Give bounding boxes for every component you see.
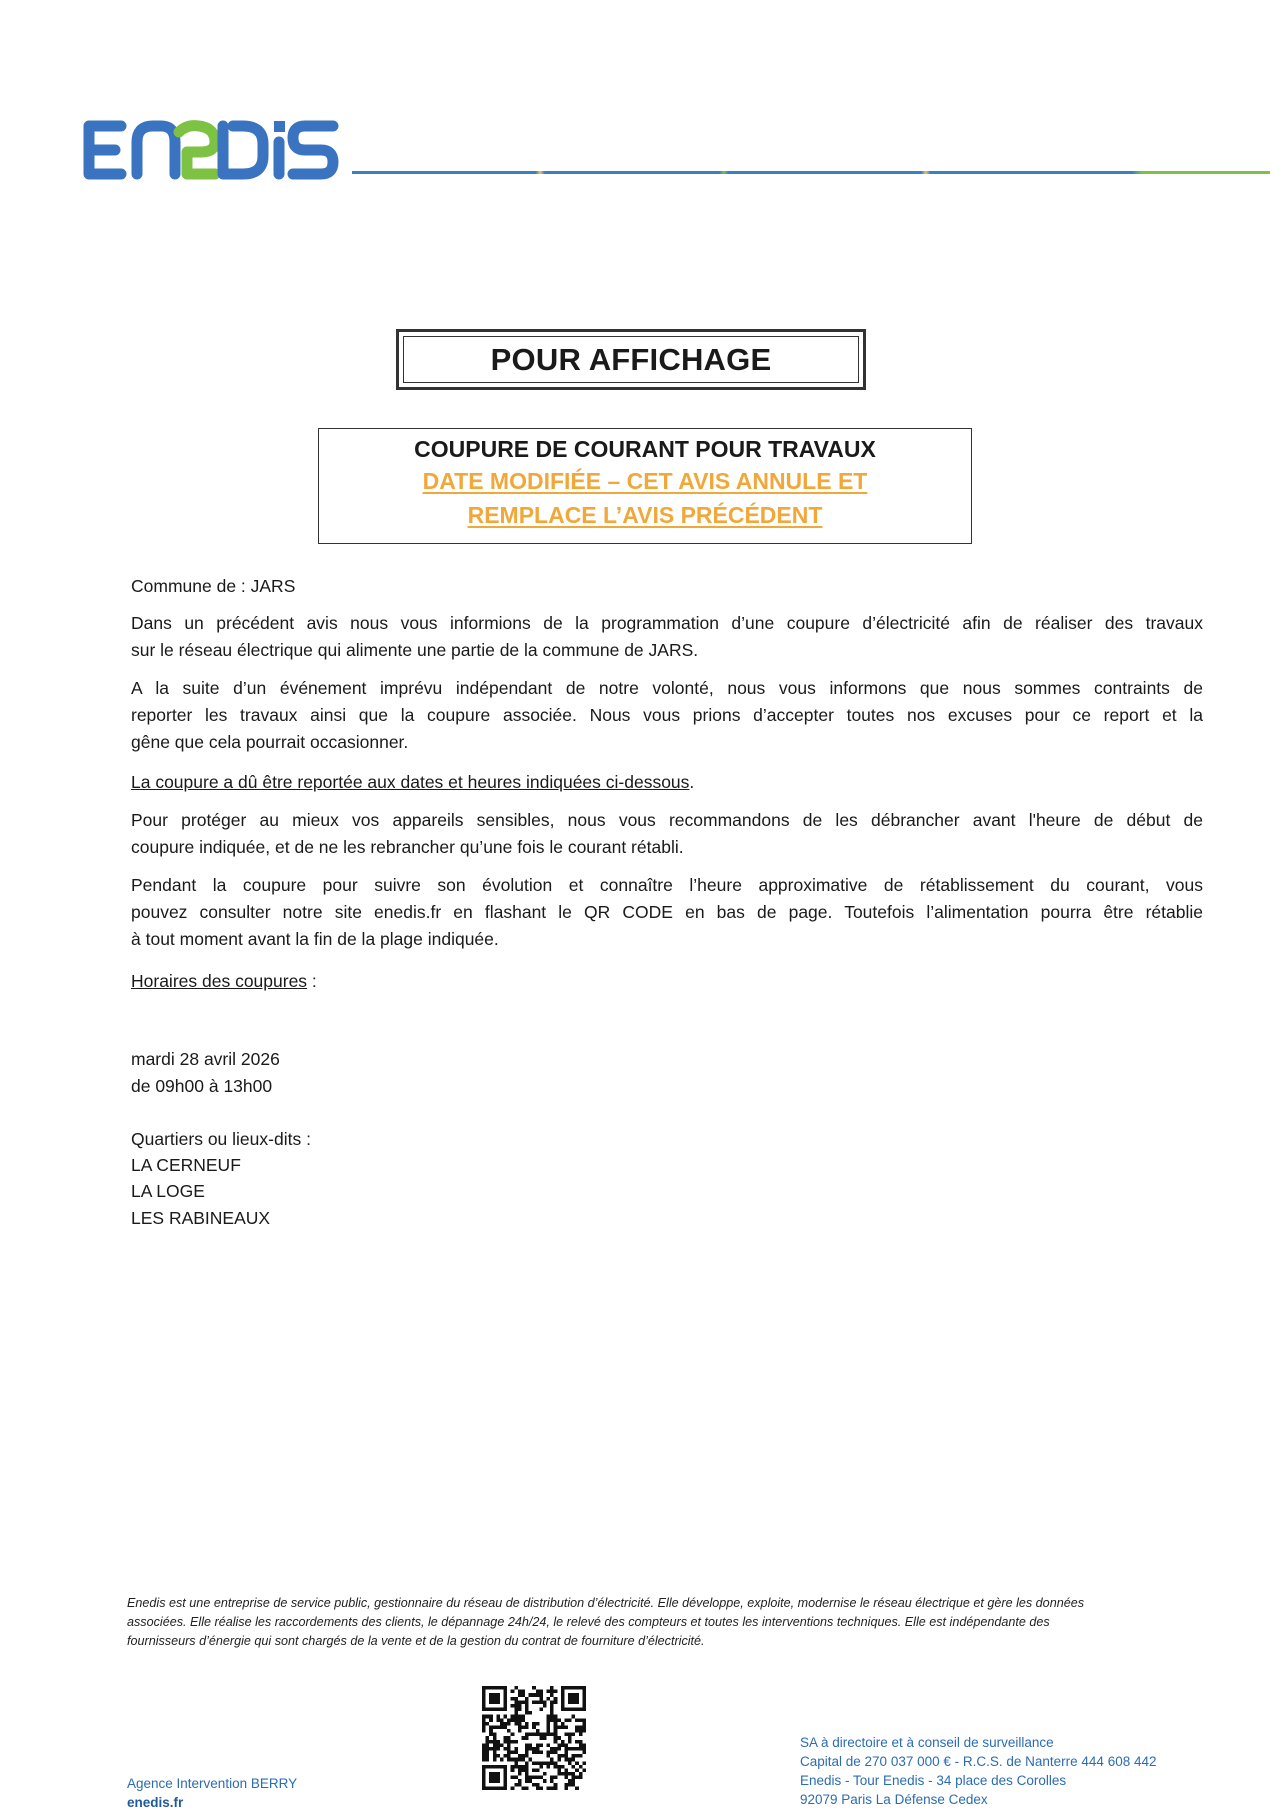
para1-line: sur le réseau électrique qui alimente une partie de la commune de JARS. bbox=[131, 640, 699, 660]
notice-modified-line2: REMPLACE L’AVIS PRÉCÉDENT bbox=[467, 502, 823, 528]
agency-block bbox=[127, 1774, 297, 1812]
para2-line: reporter les travaux ainsi que la coupure associée. Nous vous prions d’accepter toutes nos excuses pour ce report et la bbox=[131, 705, 1203, 725]
outage-date: mardi 28 avril 2026 bbox=[131, 1049, 280, 1069]
para5-line: Pendant la coupure pour suivre son évolution et connaître l’heure approximative de rétablissement du courant, vous bbox=[131, 875, 1203, 895]
posting-label: POUR AFFICHAGE bbox=[403, 336, 859, 383]
para4-line: Pour protéger au mieux vos appareils sensibles, nous vous recommandons de les débrancher avant l'heure de début de bbox=[131, 810, 1203, 830]
disclaimer-line: associées. Elle réalise les raccordements des clients, le dépannage 24h/24, le relevé des compteurs et toutes les interventions techniques. Elle est indépendante des bbox=[127, 1615, 1050, 1629]
para5-line: pouvez consulter notre site enedis.fr en flashant le QR CODE en bas de page. Toutefois l’alimentation pourra être rétablie bbox=[131, 902, 1203, 922]
enedis-logo bbox=[75, 112, 345, 188]
title-box bbox=[318, 428, 972, 544]
postponed-text: La coupure a dû être reportée aux dates et heures indiquées ci-dessous bbox=[131, 772, 690, 792]
commune: Commune de : JARS bbox=[131, 576, 296, 596]
para5-line: à tout moment avant la fin de la plage indiquée. bbox=[131, 929, 499, 949]
para2-line: gêne que cela pourrait occasionner. bbox=[131, 732, 409, 752]
para2-line: A la suite d’un événement imprévu indépendant de notre volonté, nous vous informons que nous sommes contraints de bbox=[131, 678, 1203, 698]
company-disclaimer bbox=[127, 1594, 1187, 1651]
legal-line: Enedis - Tour Enedis - 34 place des Corolles bbox=[800, 1773, 1067, 1788]
schedule-heading bbox=[131, 971, 1203, 992]
notice-title: COUPURE DE COURANT POUR TRAVAUX bbox=[414, 436, 876, 462]
qr-code[interactable] bbox=[482, 1686, 586, 1790]
notice-modified-line1: DATE MODIFIÉE – CET AVIS ANNULE ET bbox=[422, 468, 868, 494]
schedule-colon: : bbox=[307, 971, 317, 991]
postponed-period: . bbox=[689, 772, 695, 792]
place-item: LES RABINEAUX bbox=[131, 1208, 271, 1228]
legal-block bbox=[800, 1733, 1157, 1809]
agency-name: Agence Intervention BERRY bbox=[127, 1776, 298, 1791]
posting-box bbox=[396, 329, 866, 390]
legal-line: 92079 Paris La Défense Cedex bbox=[800, 1792, 988, 1807]
place-item: LA LOGE bbox=[131, 1181, 205, 1201]
place-item: LA CERNEUF bbox=[131, 1155, 241, 1175]
website-link[interactable]: enedis.fr bbox=[127, 1795, 184, 1810]
postponed-notice bbox=[131, 772, 1203, 793]
disclaimer-line: Enedis est une entreprise de service public, gestionnaire du réseau de distribution d’électricité. Elle développe, exploite, modernise le réseau électrique et gère les données bbox=[127, 1596, 1085, 1610]
para1-line: Dans un précédent avis nous vous informions de la programmation d’une coupure d’électricité afin de réaliser des travaux bbox=[131, 613, 1203, 633]
header-rule bbox=[352, 171, 1270, 174]
disclaimer-line: fournisseurs d’énergie qui sont chargés de la vente et de la gestion du contrat de fourniture d’électricité. bbox=[127, 1634, 705, 1648]
places-heading: Quartiers ou lieux-dits : bbox=[131, 1129, 311, 1149]
legal-line: SA à directoire et à conseil de surveillance bbox=[800, 1735, 1054, 1750]
outage-hours: de 09h00 à 13h00 bbox=[131, 1076, 273, 1096]
para4-line: coupure indiquée, et de ne les rebrancher qu’une fois le courant rétabli. bbox=[131, 837, 684, 857]
schedule-heading-text: Horaires des coupures bbox=[131, 971, 308, 991]
legal-line: Capital de 270 037 000 € - R.C.S. de Nanterre 444 608 442 bbox=[800, 1754, 1157, 1769]
